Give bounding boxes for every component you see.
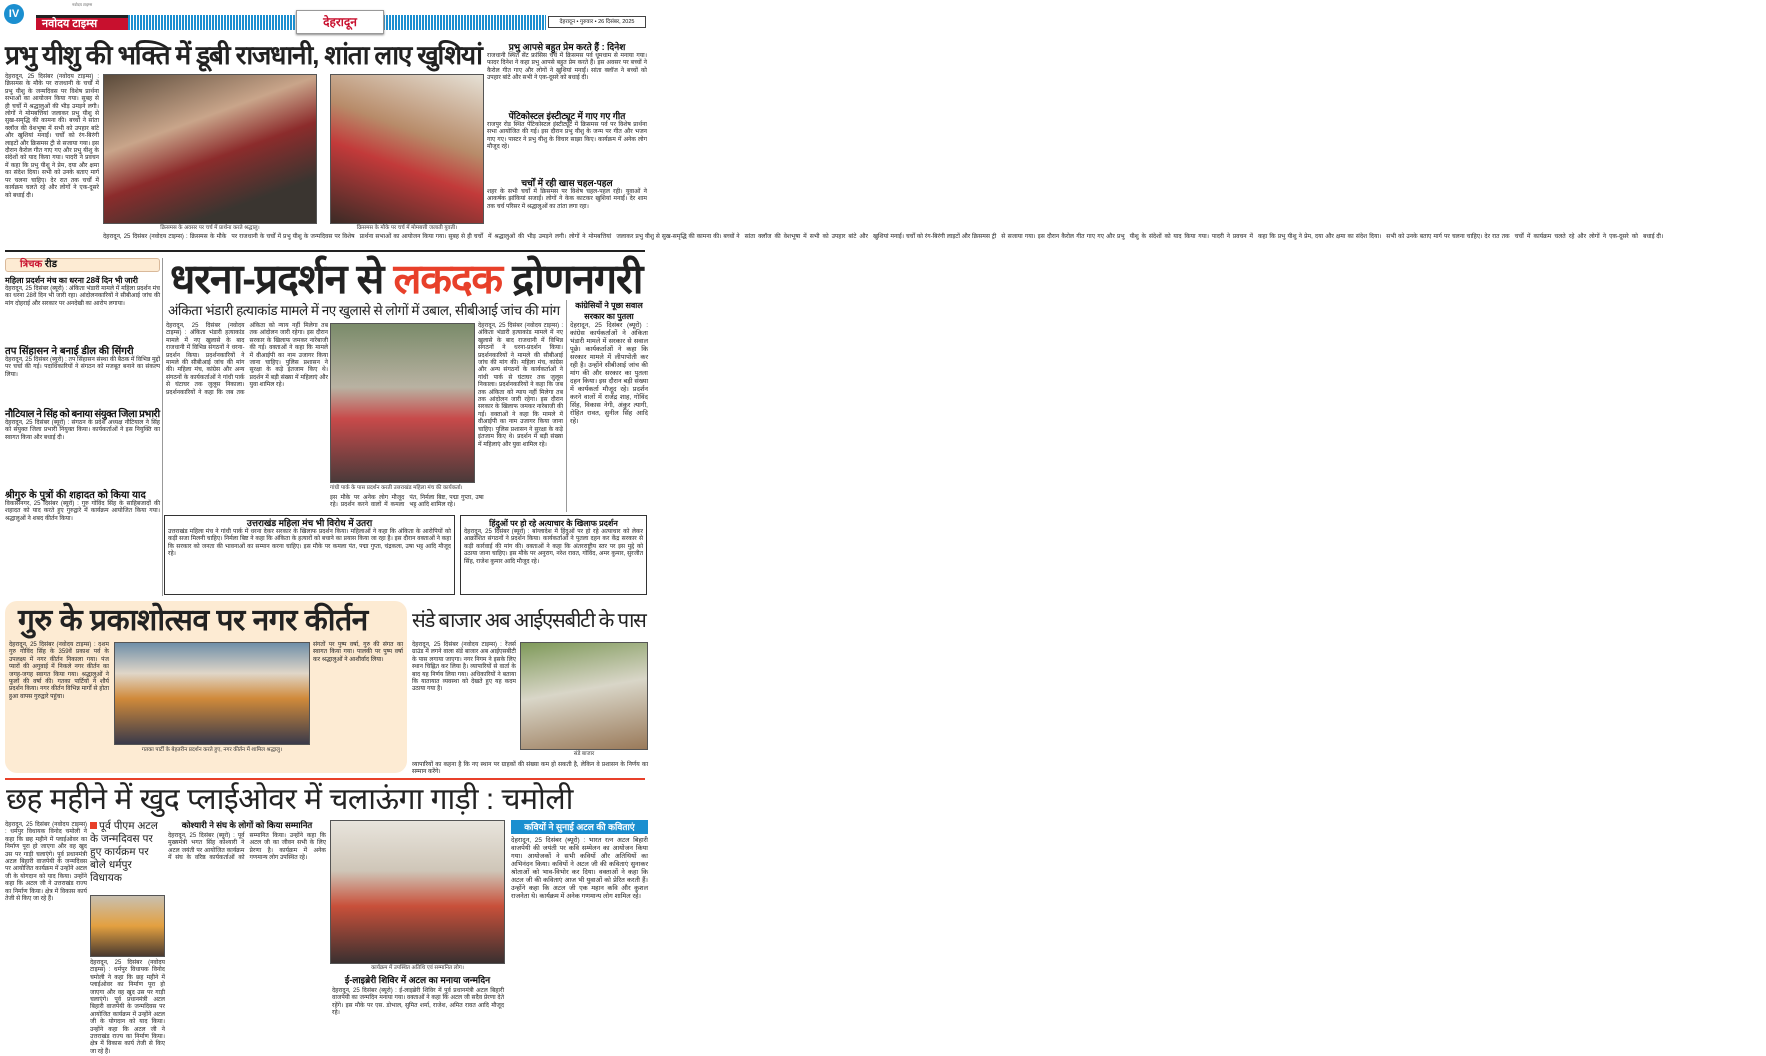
story4-body: देहरादून, 25 दिसंबर (नवोदय टाइम्स) : रेंजर्स ग्राउंड में लगने वाला संडे बाजार अब आईएसबीटी के पास लगाया जाएगा। नगर निगम ने इसके लिए स्थान चिह्नित कर लिया है। व्यापारियों से वार्ता के बाद यह निर्णय लिया गया। अधिकारियों ने बताया कि यातायात व्यवस्था को देखते हुए यह कदम उठाया गया है।: [412, 642, 516, 693]
sidebar-item-body: राजपुर रोड स्थित पेंटिकोस्टल इंस्टीट्यूट में क्रिसमस पर्व पर विशेष प्रार्थना सभा आयोजित की गई। इस दौरान प्रभु यीशु के जन्म पर गीत और भजन गाए गए। पास्टर ने प्रभु यीशु के विचार साझा किए। कार्यक्रम में अनेक लोग मौजूद रहे।: [487, 122, 647, 151]
story3-headline: गुरु के प्रकाशोत्सव पर नगर कीर्तन: [18, 604, 368, 637]
quick-read-header: [5, 258, 160, 272]
page-number-badge: IV: [4, 4, 24, 24]
sidebar-item-title: प्रभु आपसे बहुत प्रेम करते हैं : दिनेश: [508, 42, 626, 52]
headline-highlight: लकदक: [393, 256, 502, 302]
story6-title: कोश्यारी ने संघ के लोगों को किया सम्मानित: [181, 820, 313, 830]
story6-body: देहरादून, 25 दिसंबर (ब्यूरो) : पूर्व मुख्यमंत्री भगत सिंह कोश्यारी ने अटल जयंती पर आयोजित कार्यक्रम में संघ के वरिष्ठ कार्यकर्ताओं को सम्मानित किया। उन्होंने कहा कि अटल जी का जीवन सभी के लिए प्रेरणा है। कार्यक्रम में अनेक गणमान्य लोग उपस्थित रहे।: [168, 833, 326, 862]
sidebar-item-body: राजधानी स्थित सेंट फ्रांसिस चर्च में क्रिसमस पर्व धूमधाम से मनाया गया। फादर दिनेश ने कहा प्रभु आपसे बहुत प्रेम करते हैं। इस अवसर पर बच्चों ने कैरोल गीत गाए और लोगों ने खुशियां मनाईं। सांता क्लॉज ने बच्चों को उपहार बांटे और सभी ने एक-दूसरे को बधाई दी।: [487, 53, 647, 82]
story8-title: कवियों ने सुनाई अटल की कविताएं: [511, 820, 648, 834]
date-line: देहरादून • गुरुवार • 26 दिसंबर, 2025: [548, 16, 646, 28]
sidebar-item-body: शहर के सभी चर्चों में क्रिसमस पर विशेष चहल-पहल रही। युवाओं ने आकर्षक झांकियां सजाईं। लोगों ने केक काटकर खुशियां मनाईं। देर शाम तक चर्च परिसर में श्रद्धालुओं का तांता लगा रहा।: [487, 189, 647, 210]
story7-title: ई-लाइब्रेरी शिविर में अटल का मनाया जन्मदिन: [344, 975, 491, 985]
quick-read-title: तप सिंहासन ने बनाई डील की सिंगरी: [5, 346, 134, 357]
story4-photo: [520, 642, 648, 750]
story8-body: देहरादून, 25 दिसंबर (ब्यूरो) : भारत रत्न अटल बिहारी वाजपेयी की जयंती पर कवि सम्मेलन का आयोजन किया गया। आयोजकों ने सभी कवियों और अतिथियों का अभिनंदन किया। कवियों ने अटल जी की कविताएं सुनाकर श्रोताओं को भाव-विभोर कर दिया। वक्ताओं ने कहा कि अटल जी की कविताएं आज भी युवाओं को प्रेरित करती हैं। उन्होंने कहा कि अटल जी एक महान कवि और कुशल राजनेता थे। कार्यक्रम में अनेक गणमान्य लोग शामिल रहे।: [511, 837, 648, 900]
story5-bullet: [90, 820, 166, 885]
story4-body-end: व्यापारियों का कहना है कि नए स्थान पर ग्राहकों की संख्या कम हो सकती है, लेकिन वे प्रशासन के निर्णय का सम्मान करेंगे।: [412, 762, 648, 776]
story5-body: देहरादून, 25 दिसंबर (नवोदय टाइम्स) : धर्मपुर विधायक विनोद चमोली ने कहा कि छह महीने में प्लाईओवर का निर्माण पूरा हो जाएगा और वह खुद उस पर गाड़ी चलाएंगे। पूर्व प्रधानमंत्री अटल बिहारी वाजपेयी के जन्मदिवस पर आयोजित कार्यक्रम में उन्होंने अटल जी के योगदान को याद किया। उन्होंने कहा कि अटल जी ने उत्तराखंड राज्य का निर्माण किया। क्षेत्र में विकास कार्य तेजी से किए जा रहे हैं।: [5, 822, 87, 903]
sidebar-item-title: पेंटिकोस्टल इंस्टीट्यूट में गाए गए गीत: [508, 111, 626, 121]
paper-name: नवोदय टाइम्स: [36, 15, 128, 30]
story1-body-cont: देहरादून, 25 दिसंबर (नवोदय टाइम्स) : क्रिसमस के मौके पर राजधानी के चर्चों में प्रभु यीशु के जन्मदिवस पर विशेष प्रार्थना सभाओं का आयोजन किया गया। सुबह से ही चर्चों में श्रद्धालुओं की भीड़ उमड़ने लगी। लोगों ने मोमबत्तियां जलाकर प्रभु यीशु से सुख-समृद्धि की कामना की। बच्चों ने सांता क्लॉज की वेशभूषा में सभी को उपहार बांटे और खुशियां मनाईं। चर्चों को रंग-बिरंगी लाइटों और क्रिसमस ट्री से सजाया गया। इस दौरान कैरोल गीत गाए गए और प्रभु यीशु के संदेशों को याद किया गया। पादरी ने प्रवचन में कहा कि प्रभु यीशु ने प्रेम, दया और क्षमा का संदेश दिया। सभी को उनके बताए मार्ग पर चलना चाहिए। देर रात तक चर्चों में कार्यक्रम चलते रहे और लोगों ने एक-दूसरे को बधाई दी।: [103, 234, 1664, 240]
story2-caption: गांधी पार्क के पास प्रदर्शन करती उत्तराखंड महिला मंच की कार्यकर्ता।: [330, 485, 463, 491]
congress-subtitle: सरकार का पुतला: [584, 312, 634, 321]
story4-headline: संडे बाजार अब आईएसबीटी के पास: [412, 610, 646, 632]
quick-read-title: नौटियाल ने सिंह को बनाया संयुक्त जिला प्रभारी: [5, 409, 160, 420]
quick-read-body: देहरादून, 25 दिसंबर (ब्यूरो) : अंकिता भंडारी मामले में महिला प्रदर्शन मंच का धरना 28वें दिन भी जारी रहा। आंदोलनकारियों ने सीबीआई जांच की मांग दोहराई और सरकार पर अनदेखी का आरोप लगाया।: [5, 286, 160, 307]
sidebar-item-title: चर्चों में रही खास चहल-पहल: [521, 178, 613, 188]
red-divider: [5, 778, 645, 780]
box-hindu-protest: [460, 515, 647, 595]
bullet-text: पूर्व पीएम अटल के जन्मदिवस पर हुए कार्यक्रम पर बोले धर्मपुर विधायक: [90, 820, 158, 884]
quick-read-list: [5, 275, 160, 595]
bullet-icon: [90, 822, 97, 829]
column-divider: [162, 258, 163, 596]
story3-body: देहरादून, 25 दिसंबर (नवोदय टाइम्स) : दशम गुरु गोविंद सिंह के 359वें प्रकाश पर्व के उपलक्ष्य में नगर कीर्तन निकाला गया। पंज प्यारों की अगुवाई में निकले नगर कीर्तन का जगह-जगह स्वागत किया गया। श्रद्धालुओं ने फूलों की वर्षा की। गतका पार्टियों ने शौर्य प्रदर्शन किया। नगर कीर्तन विभिन्न मार्गों से होता हुआ वापस गुरुद्वारे पहुंचा।: [9, 642, 109, 700]
story5-photo: [90, 895, 165, 957]
story1-body: देहरादून, 25 दिसंबर (नवोदय टाइम्स) : क्रिसमस के मौके पर राजधानी के चर्चों में प्रभु यीशु के जन्मदिवस पर विशेष प्रार्थना सभाओं का आयोजन किया गया। सुबह से ही चर्चों में श्रद्धालुओं की भीड़ उमड़ने लगी। लोगों ने मोमबत्तियां जलाकर प्रभु यीशु से सुख-समृद्धि की कामना की। बच्चों ने सांता क्लॉज की वेशभूषा में सभी को उपहार बांटे और खुशियां मनाईं। चर्चों को रंग-बिरंगी लाइटों और क्रिसमस ट्री से सजाया गया। इस दौरान कैरोल गीत गाए गए और प्रभु यीशु के संदेशों को याद किया गया। पादरी ने प्रवचन में कहा कि प्रभु यीशु ने प्रेम, दया और क्षमा का संदेश दिया। सभी को उनके बताए मार्ग पर चलना चाहिए। देर रात तक चर्चों में कार्यक्रम चलते रहे और लोगों ने एक-दूसरे को बधाई दी।: [5, 74, 99, 199]
story1-headline: प्रभु यीशु की भक्ति में डूबी राजधानी, शांता लाए खुशियां: [5, 40, 482, 70]
story5-headline: छह महीने में खुद प्लाईओवर में चलाऊंगा गाड़ी : चमोली: [6, 783, 573, 816]
story3-caption: गतका पार्टी के बेहतरीन प्रदर्शन करते हुए, नगर कीर्तन में शामिल श्रद्धालु।: [141, 747, 283, 753]
congress-body: देहरादून, 25 दिसंबर (ब्यूरो) : कांग्रेस कार्यकर्ताओं ने अंकिता भंडारी मामले में सरकार से सवाल पूछे। कार्यकर्ताओं ने कहा कि सरकार मामले में लीपापोती कर रही है। उन्होंने सीबीआई जांच की मांग की और सरकार का पुतला दहन किया। इस दौरान बड़ी संख्या में कार्यकर्ता मौजूद रहे। प्रदर्शन करने वालों में राजेंद्र शाह, गोविंद सिंह, विकास नेगी, अंकुर त्यागी, रोहित रावत, सुनील सिंह आदि रहे।: [570, 322, 648, 425]
congress-title: कांग्रेसियों ने पूछा सवाल: [575, 301, 643, 310]
story3-photo: [114, 642, 310, 745]
story1-photo-2: [330, 74, 484, 224]
quick-read-body: देहरादून, 25 दिसंबर (ब्यूरो) : तप सिंहासन संस्था की बैठक में विभिन्न मुद्दों पर चर्चा की गई। पदाधिकारियों ने संगठन को मजबूत बनाने का संकल्प लिया।: [5, 357, 160, 378]
story2-body-end: इस मौके पर अनेक लोग मौजूद रहे। प्रदर्शन करने वालों में कमला पंत, निर्मला बिष्ट, पद्मा गुप्ता, उषा भट्ट आदि शामिल रहे।: [330, 495, 484, 509]
story6-photo: [330, 820, 505, 964]
congress-sidebar: [566, 300, 648, 512]
headline-part: द्रोणनगरी: [512, 256, 643, 302]
box-body: उत्तराखंड महिला मंच ने गांधी पार्क में धरना देकर सरकार के खिलाफ प्रदर्शन किया। महिलाओं ने कहा कि अंकिता के आरोपियों को कड़ी सजा मिलनी चाहिए। निर्मला बिष्ट ने कहा कि अंकिता के हत्यारों को बचाने का प्रयास किया जा रहा है। इस दौरान वक्ताओं ने कहा कि सरकार को जनता की भावनाओं का सम्मान करना चाहिए। इस मौके पर कमला पंत, पद्मा गुप्ता, चंद्रकला, उषा भट्ट आदि मौजूद रहे।: [168, 529, 451, 558]
box-mahila-manch: [164, 515, 455, 595]
story5-body-cont: देहरादून, 25 दिसंबर (नवोदय टाइम्स) : धर्मपुर विधायक विनोद चमोली ने कहा कि छह महीने में प्लाईओवर का निर्माण पूरा हो जाएगा और वह खुद उस पर गाड़ी चलाएंगे। पूर्व प्रधानमंत्री अटल बिहारी वाजपेयी के जन्मदिवस पर आयोजित कार्यक्रम में उन्होंने अटल जी के योगदान को याद किया। उन्होंने कहा कि अटल जी ने उत्तराखंड राज्य का निर्माण किया। क्षेत्र में विकास कार्य तेजी से किए जा रहे हैं।: [90, 960, 165, 1055]
story2-body-col: देहरादून, 25 दिसंबर (नवोदय टाइम्स) : अंकिता भंडारी हत्याकांड मामले में नए खुलासे के बाद राजधानी में विभिन्न संगठनों ने धरना-प्रदर्शन किया। प्रदर्शनकारियों ने मामले की सीबीआई जांच की मांग की। महिला मंच, कांग्रेस और अन्य संगठनों के कार्यकर्ताओं ने गांधी पार्क से घंटाघर तक जुलूस निकाला। प्रदर्शनकारियों ने कहा कि जब तक अंकिता को न्याय नहीं मिलेगा तब तक आंदोलन जारी रहेगा। इस दौरान सरकार के खिलाफ जमकर नारेबाजी की गई। वक्ताओं ने कहा कि मामले में वीआईपी का नाम उजागर किया जाना चाहिए। पुलिस प्रशासन ने सुरक्षा के कड़े इंतजाम किए थे। प्रदर्शन में बड़ी संख्या में महिलाएं और युवा शामिल रहे।: [478, 323, 563, 448]
tiny-label: नवोदय टाइम्स: [72, 2, 93, 7]
story3-body-end: संगतों पर पुष्प वर्षा, गुरु की संगत का स्वागत किया गया। पालकी पर पुष्प वर्षा कर श्रद्धालुओं ने आशीर्वाद लिया।: [313, 642, 403, 663]
quick-read-label-red: त्रिचक: [20, 259, 43, 270]
divider: [5, 250, 645, 252]
story6-caption: कार्यक्रम में उपस्थित अतिथि एवं सम्मानित लोग।: [371, 965, 464, 971]
section-tab[interactable]: देहरादून: [296, 10, 384, 34]
story2-subheadline: अंकिता भंडारी हत्याकांड मामले में नए खुलासे से लोगों में उबाल, सीबीआई जांच की मांग: [168, 303, 560, 318]
box-title: उत्तराखंड महिला मंच भी विरोध में उतरा: [246, 518, 373, 528]
story2-headline: [170, 256, 642, 302]
story2-photo: [330, 323, 475, 483]
quick-read-label: रीड: [44, 259, 57, 270]
quick-read-title: महिला प्रदर्शन मंच का धरना 28वें दिन भी जारी: [5, 276, 138, 285]
box-body: देहरादून, 25 दिसंबर (ब्यूरो) : बांग्लादेश में हिंदुओं पर हो रहे अत्याचार को लेकर आक्रोशित संगठनों ने प्रदर्शन किया। कार्यकर्ताओं ने पुतला दहन कर केंद्र सरकार से कड़ी कार्रवाई की मांग की। वक्ताओं ने कहा कि अंतरराष्ट्रीय स्तर पर इस मुद्दे को उठाया जाना चाहिए। इस मौके पर अनुराग, नरेश रावत, गोविंद, अमर कुमार, सुरजीत सिंह, राजेश कुमार आदि मौजूद रहे।: [464, 529, 643, 565]
story1-caption-2: क्रिसमस के मौके पर चर्च में मोमबत्ती जलाती युवती।: [356, 225, 458, 231]
box-title: हिंदुओं पर हो रहे अत्याचार के खिलाफ प्रदर्शन: [489, 519, 618, 528]
sidebar-right-top: [487, 42, 647, 246]
story1-caption-1: क्रिसमस के अवसर पर चर्च में प्रार्थना करते श्रद्धालु।: [160, 225, 260, 231]
quick-read-body: देहरादून, 25 दिसंबर (ब्यूरो) : संगठन के प्रदेश अध्यक्ष नौटियाल ने सिंह को संयुक्त जिला प्रभारी नियुक्त किया। कार्यकर्ताओं ने इस नियुक्ति का स्वागत किया और बधाई दी।: [5, 420, 160, 441]
headline-part: धरना-प्रदर्शन से: [170, 256, 384, 302]
story4-caption: संडे बाजार: [573, 751, 595, 757]
story7-body: देहरादून, 25 दिसंबर (ब्यूरो) : ई-लाइब्रेरी शिविर में पूर्व प्रधानमंत्री अटल बिहारी वाजपेयी का जन्मदिन मनाया गया। वक्ताओं ने कहा कि अटल जी सदैव प्रेरणा देते रहेंगे। इस मौके पर एस. डोभाल, सुमित शर्मा, राजेश, अमित रावत आदि मौजूद रहे।: [332, 988, 504, 1017]
quick-read-body: विकासनगर, 25 दिसंबर (ब्यूरो) : गुरु गोविंद सिंह के साहिबजादों की शहादत को याद करते हुए गुरुद्वारे में कार्यक्रम आयोजित किया गया। श्रद्धालुओं ने शबद कीर्तन किया।: [5, 501, 160, 522]
story1-photo-1: [103, 74, 317, 224]
story2-body: देहरादून, 25 दिसंबर (नवोदय टाइम्स) : अंकिता भंडारी हत्याकांड मामले में नए खुलासे के बाद राजधानी में विभिन्न संगठनों ने धरना-प्रदर्शन किया। प्रदर्शनकारियों ने मामले की सीबीआई जांच की मांग की। महिला मंच, कांग्रेस और अन्य संगठनों के कार्यकर्ताओं ने गांधी पार्क से घंटाघर तक जुलूस निकाला। प्रदर्शनकारियों ने कहा कि जब तक अंकिता को न्याय नहीं मिलेगा तब तक आंदोलन जारी रहेगा। इस दौरान सरकार के खिलाफ जमकर नारेबाजी की गई। वक्ताओं ने कहा कि मामले में वीआईपी का नाम उजागर किया जाना चाहिए। पुलिस प्रशासन ने सुरक्षा के कड़े इंतजाम किए थे। प्रदर्शन में बड़ी संख्या में महिलाएं और युवा शामिल रहे।: [166, 323, 328, 396]
quick-read-title: श्रीगुरु के पुत्रों की शहादत को किया याद: [5, 490, 146, 501]
